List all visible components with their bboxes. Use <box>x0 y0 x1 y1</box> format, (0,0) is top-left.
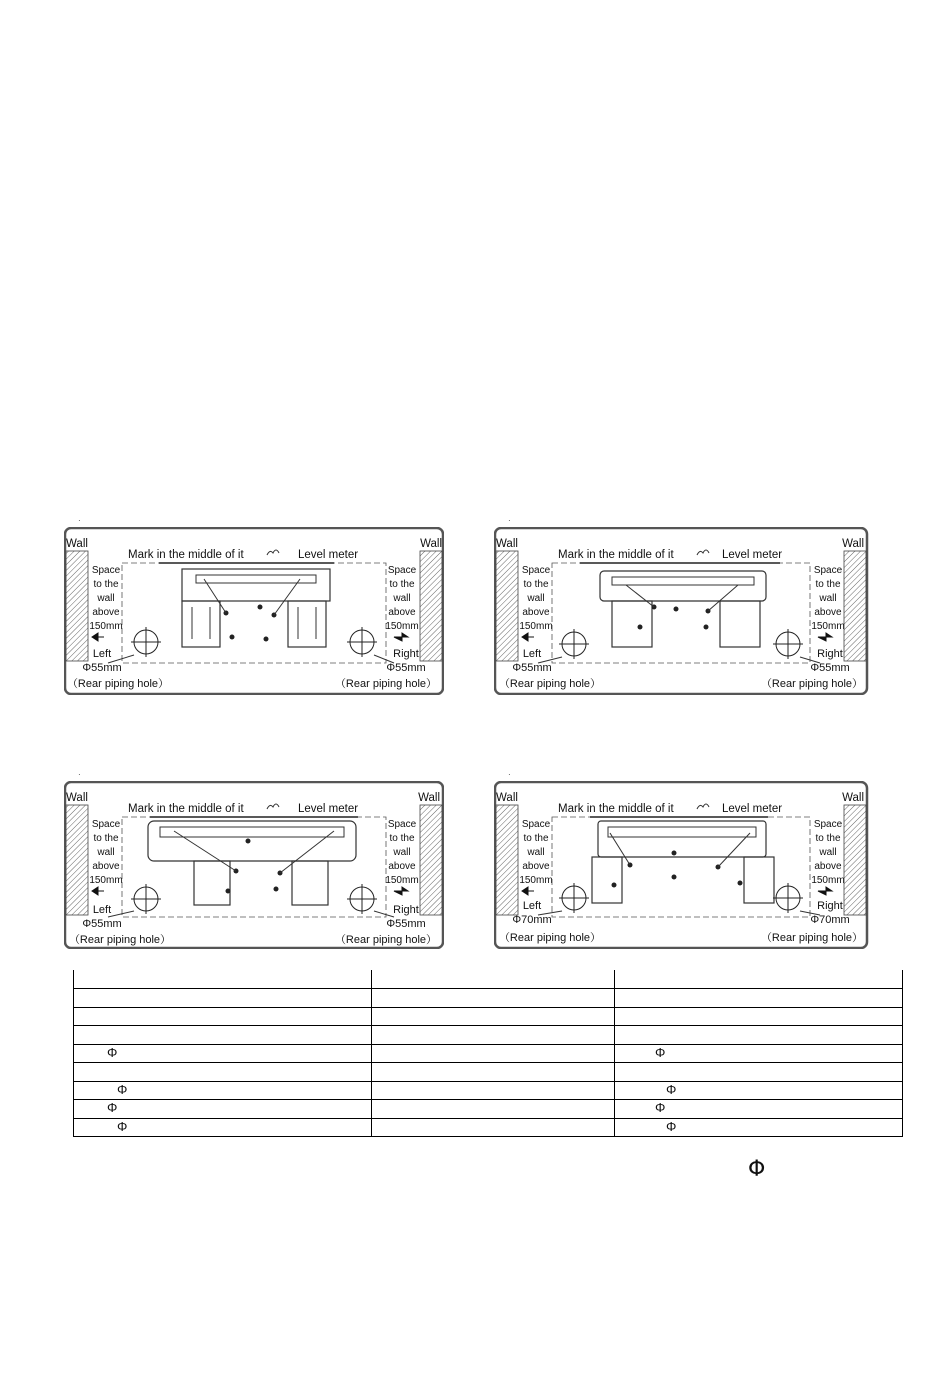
space-line: to the <box>523 579 549 590</box>
left-diameter: Φ55mm <box>512 662 552 674</box>
right-label: Right <box>393 904 419 916</box>
space-line: wall <box>527 593 545 604</box>
space-line: wall <box>97 593 115 604</box>
table-cell <box>615 1118 903 1137</box>
rear-piping-label: （Rear piping hole） <box>760 932 864 944</box>
rear-piping-label: （Rear piping hole） <box>68 934 172 946</box>
wall-right-label: Wall <box>842 538 864 550</box>
level-meter-label: Level meter <box>722 803 783 815</box>
mark-label: Mark in the middle of it <box>128 803 244 815</box>
space-line: to the <box>815 833 841 844</box>
space-line: to the <box>815 579 841 590</box>
left-label: Left <box>522 648 542 660</box>
table-cell <box>372 970 615 989</box>
left-label: Left <box>92 904 112 916</box>
table-cell <box>74 1044 372 1063</box>
rear-piping-label: （Rear piping hole） <box>760 678 864 690</box>
table-cell <box>372 1118 615 1137</box>
table-cell <box>74 1118 372 1137</box>
table-row <box>74 1100 903 1119</box>
space-line: above <box>814 861 842 872</box>
table-row <box>74 970 903 989</box>
table-row <box>74 1081 903 1100</box>
space-line: wall <box>393 593 411 604</box>
table-row <box>74 989 903 1008</box>
wall-right-label: Wall <box>418 792 440 804</box>
table-cell <box>615 1026 903 1045</box>
space-line: 150mm <box>811 621 845 632</box>
wall-left-label: Wall <box>496 792 518 804</box>
level-meter-label: Level meter <box>298 549 359 561</box>
right-diameter: Φ70mm <box>810 914 850 926</box>
table-cell <box>74 970 372 989</box>
phi-symbol: Φ <box>666 1081 677 1097</box>
level-meter-label: Level meter <box>722 549 783 561</box>
stray-mark: · <box>78 770 81 779</box>
space-line: Space <box>813 565 843 576</box>
diagram-panel-4 <box>494 781 874 949</box>
space-line: 150mm <box>89 621 123 632</box>
rear-piping-label: （Rear piping hole） <box>334 934 438 946</box>
diagram-panel-2 <box>494 527 874 695</box>
rear-piping-label: （Rear piping hole） <box>498 932 602 944</box>
mark-label: Mark in the middle of it <box>558 803 674 815</box>
space-line: 150mm <box>519 875 553 886</box>
space-line: above <box>522 861 550 872</box>
space-line: to the <box>93 579 119 590</box>
phi-symbol: Φ <box>117 1118 128 1134</box>
table-cell <box>615 970 903 989</box>
table-cell <box>74 1063 372 1082</box>
space-line: 150mm <box>385 621 419 632</box>
table-row <box>74 1044 903 1063</box>
right-diameter: Φ55mm <box>810 662 850 674</box>
table-cell <box>372 1081 615 1100</box>
space-line: above <box>522 607 550 618</box>
left-label: Left <box>522 900 542 912</box>
table-cell <box>74 989 372 1008</box>
diagram-panel-1 <box>64 527 444 695</box>
space-line: wall <box>819 593 837 604</box>
space-line: Space <box>91 819 121 830</box>
right-label: Right <box>393 648 419 660</box>
rear-piping-label: （Rear piping hole） <box>66 678 170 690</box>
table-row <box>74 1007 903 1026</box>
space-line: 150mm <box>385 875 419 886</box>
left-diameter: Φ55mm <box>82 918 122 930</box>
space-line: Space <box>91 565 121 576</box>
space-line: above <box>92 861 120 872</box>
right-label: Right <box>817 900 843 912</box>
level-meter-label: Level meter <box>298 803 359 815</box>
table-row <box>74 1063 903 1082</box>
space-line: above <box>388 861 416 872</box>
space-line: Space <box>813 819 843 830</box>
space-line: to the <box>389 579 415 590</box>
diagram-panel-3 <box>64 781 444 949</box>
right-diameter: Φ55mm <box>386 662 426 674</box>
table-cell <box>372 1026 615 1045</box>
space-line: Space <box>387 819 417 830</box>
rear-piping-label: （Rear piping hole） <box>498 678 602 690</box>
space-line: to the <box>389 833 415 844</box>
phi-symbol: Φ <box>655 1044 666 1060</box>
space-line: 150mm <box>519 621 553 632</box>
wall-left-label: Wall <box>66 538 88 550</box>
right-diameter: Φ55mm <box>386 918 426 930</box>
table-row <box>74 1026 903 1045</box>
table-cell <box>615 1081 903 1100</box>
space-line: Space <box>521 819 551 830</box>
wall-left-label: Wall <box>496 538 518 550</box>
table-cell <box>615 1044 903 1063</box>
space-line: wall <box>393 847 411 858</box>
table-cell <box>74 1007 372 1026</box>
table-cell <box>615 989 903 1008</box>
space-line: above <box>92 607 120 618</box>
mark-label: Mark in the middle of it <box>558 549 674 561</box>
footnote-phi-symbol: Φ <box>748 1157 766 1182</box>
rear-piping-label: （Rear piping hole） <box>334 678 438 690</box>
table-cell <box>74 1100 372 1119</box>
wall-right-label: Wall <box>420 538 442 550</box>
wall-left-label: Wall <box>66 792 88 804</box>
space-line: above <box>388 607 416 618</box>
table-cell <box>372 1100 615 1119</box>
space-line: Space <box>521 565 551 576</box>
space-line: above <box>814 607 842 618</box>
space-line: wall <box>97 847 115 858</box>
spec-table <box>73 970 903 1137</box>
mark-label: Mark in the middle of it <box>128 549 244 561</box>
phi-symbol: Φ <box>666 1118 677 1134</box>
phi-symbol: Φ <box>107 1100 118 1115</box>
space-line: Space <box>387 565 417 576</box>
space-line: 150mm <box>811 875 845 886</box>
table-cell <box>74 1081 372 1100</box>
space-line: wall <box>527 847 545 858</box>
space-line: wall <box>819 847 837 858</box>
table-cell <box>372 1044 615 1063</box>
table-cell <box>372 1007 615 1026</box>
left-diameter: Φ70mm <box>512 914 552 926</box>
table-row <box>74 1118 903 1137</box>
left-diameter: Φ55mm <box>82 662 122 674</box>
table-cell <box>615 1100 903 1119</box>
table-cell <box>372 1063 615 1082</box>
phi-symbol: Φ <box>107 1044 118 1060</box>
space-line: 150mm <box>89 875 123 886</box>
wall-right-label: Wall <box>842 792 864 804</box>
space-line: to the <box>523 833 549 844</box>
space-line: to the <box>93 833 119 844</box>
stray-mark: · <box>78 516 81 525</box>
table-cell <box>615 1063 903 1082</box>
right-label: Right <box>817 648 843 660</box>
stray-mark: · <box>508 770 511 779</box>
table-cell <box>74 1026 372 1045</box>
left-label: Left <box>92 648 112 660</box>
phi-symbol: Φ <box>655 1100 666 1115</box>
table-cell <box>372 989 615 1008</box>
table-cell <box>615 1007 903 1026</box>
stray-mark: · <box>508 516 511 525</box>
phi-symbol: Φ <box>117 1081 128 1097</box>
